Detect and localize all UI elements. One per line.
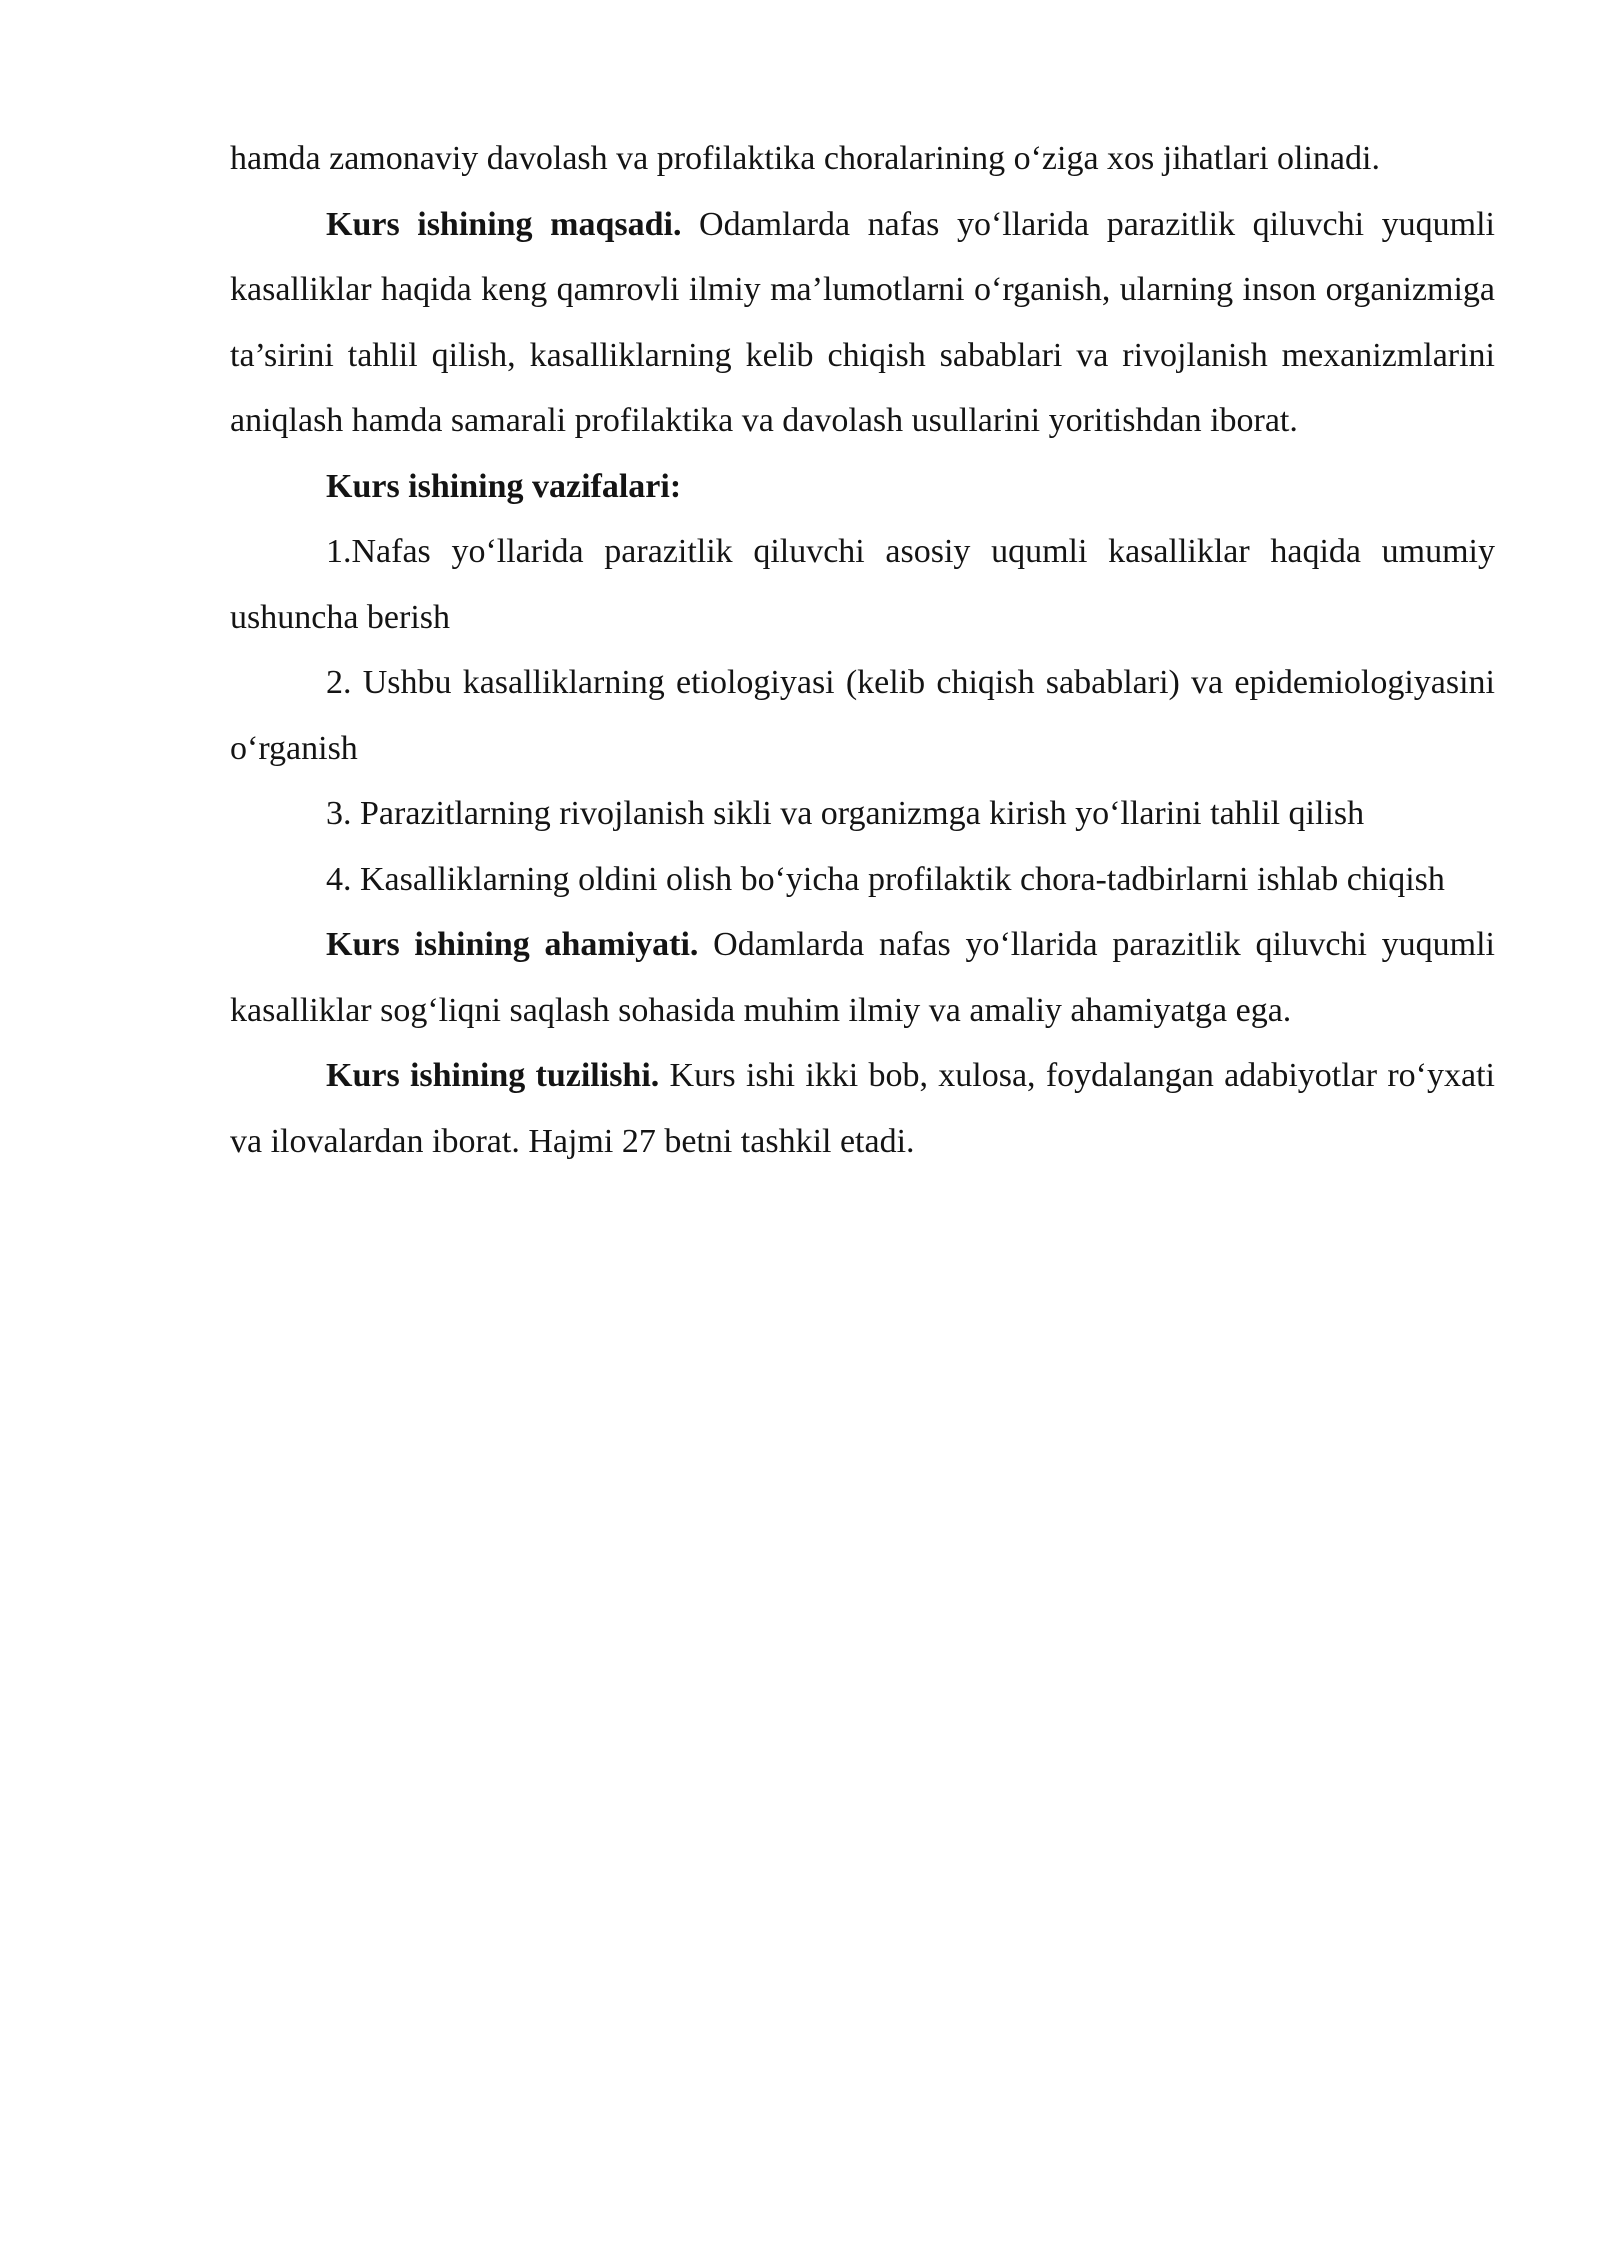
task-item-1: 1.Nafas yo‘llarida parazitlik qiluvchi asosiy uqumli kasalliklar haqida umumiy ushuncha berish: [230, 533, 1495, 636]
structure-heading: Kurs ishining tuzilishi.: [326, 1057, 660, 1094]
structure-paragraph: [230, 1043, 1495, 1174]
structure-text: Kurs ishi ikki bob, xulosa, foydalangan adabiyotlar ro‘yxati va ilovalardan iborat. Hajmi 27 betni tashkil etadi.: [230, 1057, 1495, 1160]
goal-paragraph: [230, 192, 1495, 454]
tasks-heading-paragraph: [230, 454, 1495, 520]
goal-text: Odamlarda nafas yo‘llarida parazitlik qiluvchi yuqumli kasalliklar haqida keng qamrovli ilmiy ma’lumotlarni o‘rganish, ularning inson organizmiga ta’sirini tahlil qilish, kasalliklarning kelib chiqish sabablari va rivojlanish mexanizmlarini aniqlash hamda samarali profilaktika va davolash usullarini yoritishdan iborat.: [230, 205, 1495, 439]
goal-heading: Kurs ishining maqsadi.: [326, 205, 682, 243]
importance-paragraph: [230, 912, 1495, 1043]
task-item-2: 2. Ushbu kasalliklarning etiologiyasi (kelib chiqish sabablari) va epidemiologiyasini o‘rganish: [230, 664, 1495, 767]
importance-text: Odamlarda nafas yo‘llarida parazitlik qiluvchi yuqumli kasalliklar sog‘liqni saqlash sohasida muhim ilmiy va amaliy ahamiyatga ega.: [230, 926, 1495, 1029]
tasks-heading: Kurs ishining vazifalari:: [326, 467, 682, 505]
task-item-4: 4. Kasalliklarning oldini olish bo‘yicha profilaktik chora-tadbirlarni ishlab chiqish: [326, 860, 1445, 898]
importance-heading: Kurs ishining ahamiyati.: [326, 926, 699, 963]
continuation-paragraph: hamda zamonaviy davolash va profilaktika choralarining o‘ziga xos jihatlari olinadi.: [230, 140, 1380, 177]
task-item-3: 3. Parazitlarning rivojlanish sikli va organizmga kirish yo‘llarini tahlil qilish: [326, 795, 1365, 832]
